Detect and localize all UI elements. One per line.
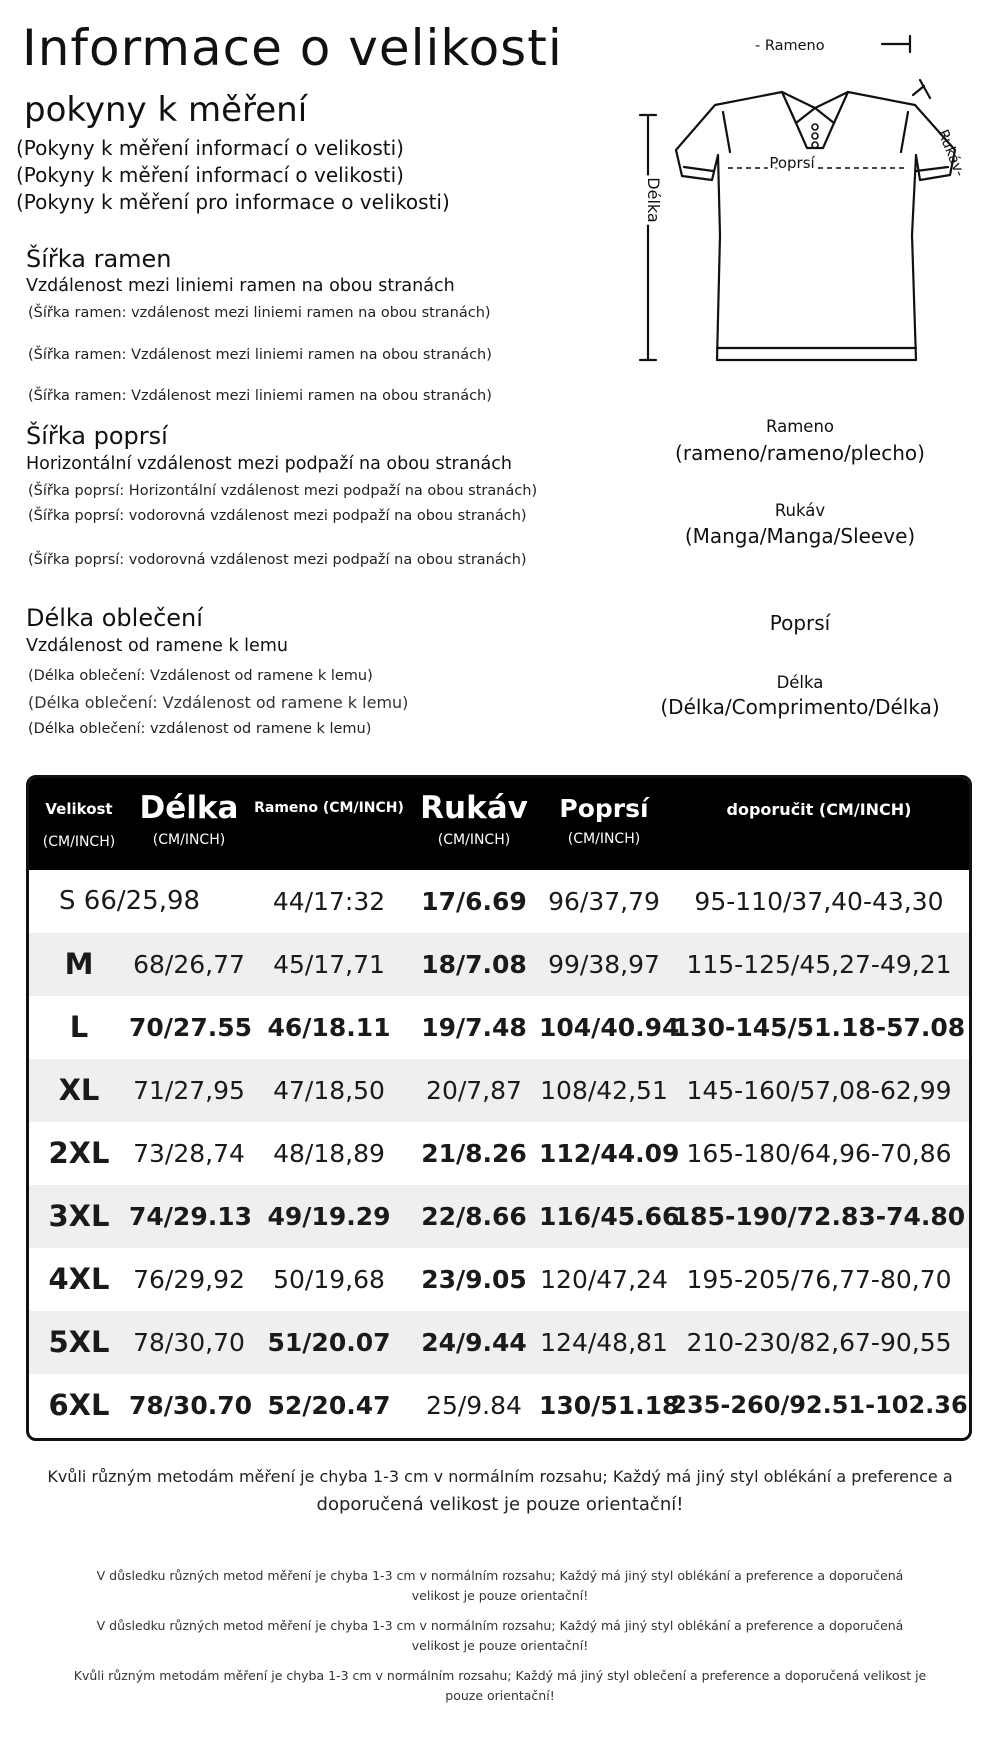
cell-chest: 116/45.66: [539, 1202, 680, 1231]
section-note: (Šířka poprsí: vodorovná vzdálenost mezi podpaží na obou stranách): [28, 508, 527, 524]
cell-length: 68/26,77: [133, 950, 245, 979]
table-row: [29, 1059, 969, 1122]
cell-length: 70/27.55: [129, 1013, 252, 1042]
section-note: (Šířka ramen: Vzdálenost mezi liniemi ramen na obou stranách): [28, 347, 492, 363]
header-note: (Pokyny k měření informací o velikosti): [16, 163, 404, 187]
cell-sleeve: 18/7.08: [421, 950, 527, 979]
section-description: Vzdálenost mezi liniemi ramen na obou stranách: [26, 276, 455, 296]
column-header-shoulder: Rameno (CM/INCH): [254, 800, 404, 816]
section-note: (Šířka poprsí: Horizontální vzdálenost mezi podpaží na obou stranách): [28, 483, 538, 499]
table-row: [29, 1185, 969, 1248]
cell-recommended: 115-125/45,27-49,21: [686, 950, 952, 979]
cell-shoulder: 45/17,71: [273, 950, 385, 979]
cell-sleeve: 20/7,87: [426, 1076, 522, 1105]
sleeve-diagram-label: Rukáv-: [934, 127, 968, 180]
cell-size: 6XL: [48, 1388, 110, 1422]
cell-length: 76/29,92: [133, 1265, 245, 1294]
cell-recommended: 95-110/37,40-43,30: [694, 887, 944, 916]
table-row: [29, 1374, 969, 1437]
cell-length: 78/30.70: [129, 1391, 252, 1420]
table-row: [29, 1311, 969, 1374]
cell-size: 2XL: [48, 1136, 110, 1170]
cell-recommended: 185-190/72.83-74.80: [672, 1202, 966, 1231]
cell-chest: 96/37,79: [548, 887, 660, 916]
cell-shoulder: 51/20.07: [267, 1328, 391, 1357]
cell-sleeve: 23/9.05: [421, 1265, 527, 1294]
cell-chest: 108/42,51: [540, 1076, 668, 1105]
cell-size: XL: [58, 1073, 100, 1107]
cell-recommended: 235-260/92.51-102.36: [670, 1391, 968, 1419]
cell-recommended: 165-180/64,96-70,86: [686, 1139, 952, 1168]
footer-note: V důsledku různých metod měření je chyba 1-3 cm v normálním rozsahu; Každý má jiný styl oblékání a preference a doporučená velikost je pouze orientační!: [96, 1568, 904, 1603]
table-row: [29, 870, 969, 933]
cell-recommended: 195-205/76,77-80,70: [686, 1265, 952, 1294]
section-note: (Šířka ramen: Vzdálenost mezi liniemi ramen na obou stranách): [28, 388, 492, 404]
cell-recommended: 145-160/57,08-62,99: [686, 1076, 952, 1105]
cell-shoulder: 52/20.47: [267, 1391, 391, 1420]
cell-size: M: [64, 947, 94, 981]
column-header-length: Délka (CM/INCH): [139, 790, 239, 848]
footer-note: V důsledku různých metod měření je chyba 1-3 cm v normálním rozsahu; Každý má jiný styl oblékání a preference a doporučená velikost je pouze orientační!: [96, 1618, 904, 1653]
section-note: (Šířka poprsí: vodorovná vzdálenost mezi podpaží na obou stranách): [28, 552, 527, 568]
cell-chest: 112/44.09: [539, 1139, 680, 1168]
legend-length-alt: (Délka/Comprimento/Délka): [660, 695, 940, 719]
cell-sleeve: 21/8.26: [421, 1139, 527, 1168]
cell-size: 5XL: [48, 1325, 110, 1359]
cell-sleeve: 24/9.44: [421, 1328, 527, 1357]
cell-chest: 104/40.94: [539, 1013, 680, 1042]
table-row: [29, 933, 969, 996]
cell-chest: 124/48,81: [540, 1328, 668, 1357]
cell-length: 78/30,70: [133, 1328, 245, 1357]
column-header-recommended: doporučit (CM/INCH): [726, 800, 912, 819]
shirt-outline: [676, 92, 955, 360]
cell-size: 4XL: [48, 1262, 110, 1296]
section-description: Vzdálenost od ramene k lemu: [26, 636, 288, 656]
chest-diagram-label: Poprsí: [769, 154, 815, 172]
cell-chest: 130/51.18: [539, 1391, 680, 1420]
shoulder-dimension-marker: [882, 36, 910, 52]
legend-sleeve: Rukáv: [774, 501, 826, 520]
section-note: (Délka oblečení: vzdálenost od ramene k lemu): [28, 721, 372, 737]
cell-shoulder: 44/17:32: [272, 887, 386, 916]
cell-shoulder: 46/18.11: [267, 1013, 391, 1042]
polo-shirt-diagram: [620, 30, 980, 370]
length-dimension-line: [640, 115, 656, 360]
header-note: (Pokyny k měření pro informace o velikosti): [16, 190, 450, 214]
cell-length: 71/27,95: [133, 1076, 245, 1105]
column-header-size: Velikost (CM/INCH): [42, 800, 116, 850]
size-table: [26, 775, 972, 1441]
column-header-chest: Poprsí (CM/INCH): [559, 794, 649, 847]
cell-length: 73/28,74: [133, 1139, 245, 1168]
footer-disclaimer: Kvůli různým metodám měření je chyba 1-3 cm v normálním rozsahu; Každý má jiný styl oblékání a preference a doporučená velikost je pouze orientační!: [47, 1467, 953, 1515]
cell-size: L: [69, 1010, 89, 1044]
section-note: (Délka oblečení: Vzdálenost od ramene k lemu): [28, 693, 409, 712]
cell-shoulder: 48/18,89: [273, 1139, 385, 1168]
cell-recommended: 130-145/51.18-57.08: [672, 1013, 966, 1042]
section-description: Horizontální vzdálenost mezi podpaží na obou stranách: [26, 454, 512, 474]
cell-size: 3XL: [48, 1199, 110, 1233]
header-note: (Pokyny k měření informací o velikosti): [16, 136, 404, 160]
table-header: [29, 778, 969, 870]
legend-chest: Poprsí: [769, 611, 831, 635]
table-row: [29, 996, 969, 1059]
legend-shoulder: Rameno: [766, 417, 834, 436]
section-heading: Šířka poprsí: [26, 422, 168, 450]
cell-size-length: S 66/25,98: [59, 886, 201, 916]
page-subtitle: pokyny k měření: [24, 90, 308, 130]
section-heading: Šířka ramen: [26, 245, 172, 273]
section-note: (Šířka ramen: vzdálenost mezi liniemi ramen na obou stranách): [28, 305, 491, 321]
legend-sleeve-alt: (Manga/Manga/Sleeve): [684, 524, 916, 548]
shoulder-diagram-label: - Rameno: [755, 38, 825, 54]
cell-length: 74/29.13: [129, 1202, 252, 1231]
sleeve-dimension-marker: [913, 80, 930, 98]
table-row: [29, 1248, 969, 1311]
cell-sleeve: 25/9.84: [426, 1391, 522, 1420]
legend-length: Délka: [776, 673, 824, 692]
section-note: (Délka oblečení: Vzdálenost od ramene k lemu): [28, 668, 373, 684]
cell-shoulder: 47/18,50: [273, 1076, 385, 1105]
footer-note: Kvůli různým metodám měření je chyba 1-3 cm v normálním rozsahu; Každý má jiný styl oblečení a preference a doporučená velikost je pouze orientační!: [73, 1668, 927, 1703]
page-title: Informace o velikosti: [22, 19, 563, 77]
cell-sleeve: 22/8.66: [421, 1202, 527, 1231]
cell-chest: 120/47,24: [540, 1265, 668, 1294]
cell-recommended: 210-230/82,67-90,55: [686, 1328, 952, 1357]
cell-shoulder: 49/19.29: [267, 1202, 391, 1231]
legend-shoulder-alt: (rameno/rameno/plecho): [675, 441, 925, 465]
section-heading: Délka oblečení: [26, 604, 203, 632]
length-diagram-label: Délka: [644, 177, 663, 223]
table-row: [29, 1122, 969, 1185]
column-header-sleeve: Rukáv (CM/INCH): [420, 790, 528, 848]
cell-chest: 99/38,97: [548, 950, 660, 979]
cell-sleeve: 19/7.48: [421, 1013, 527, 1042]
cell-sleeve: 17/6.69: [421, 887, 527, 916]
cell-shoulder: 50/19,68: [273, 1265, 385, 1294]
